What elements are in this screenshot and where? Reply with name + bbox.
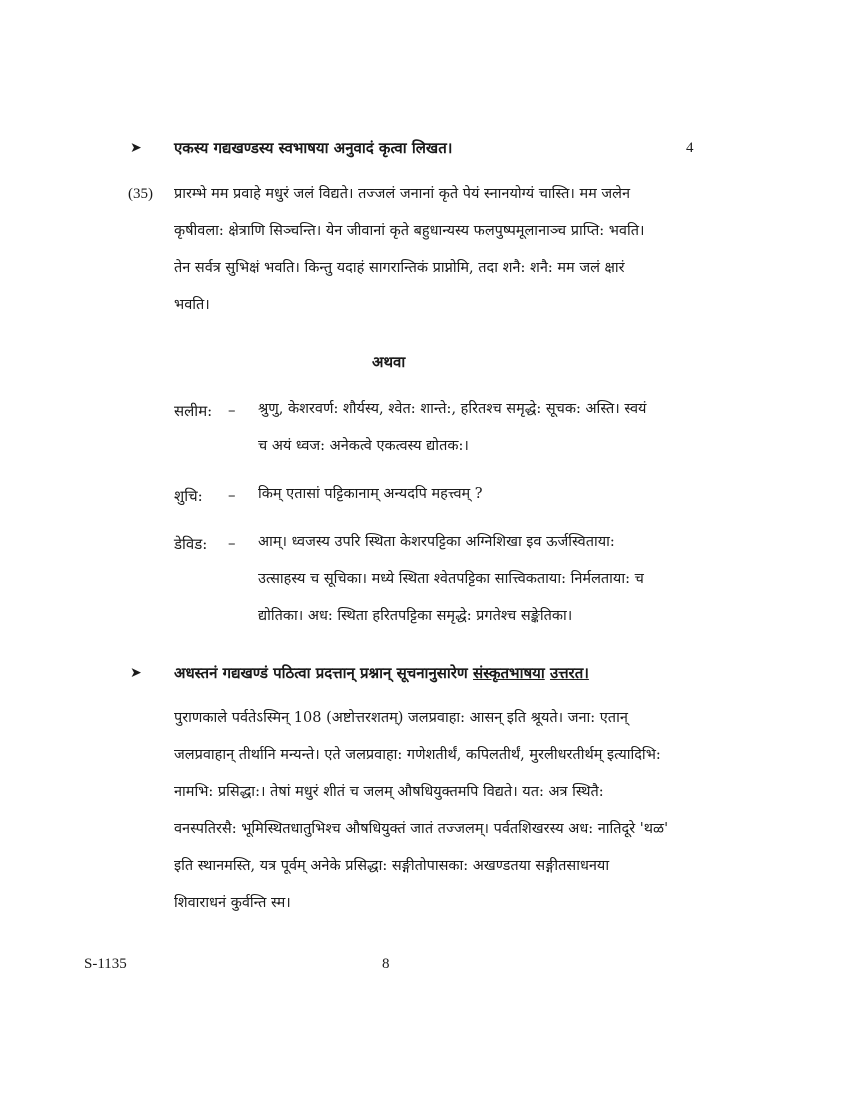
bullet-arrow-icon: ➤ <box>130 665 142 681</box>
page-number: 8 <box>382 956 390 972</box>
dialogue-line: च अयं ध्वज: अनेकत्वे एकत्वस्य द्योतक:। <box>258 438 469 454</box>
speaker-dash: – <box>228 534 236 552</box>
section-instruction <box>174 663 589 683</box>
paragraph-line: कृषीवला: क्षेत्राणि सिञ्चन्ति। येन जीवानां कृते बहुधान्यस्य फलपुष्पमूलानाञ्च प्राप्ति: भवति। <box>174 223 645 239</box>
question-paragraph <box>174 176 645 324</box>
section-instruction: एकस्य गद्यखण्डस्य स्वभाषया अनुवादं कृत्वा लिखत। <box>174 139 453 157</box>
paragraph-line: भवति। <box>174 297 210 313</box>
dialogue-line: द्योतिका। अध: स्थिता हरितपट्टिका समृद्धे: प्रगतेश्च सङ्केतिका। <box>258 608 573 624</box>
instruction-underlined: उत्तरत। <box>549 664 589 682</box>
speaker-dash: – <box>228 401 236 419</box>
speaker-name: डेविड: <box>174 535 208 553</box>
marks: 4 <box>686 140 694 156</box>
paragraph-line: तेन सर्वत्र सुभिक्षं भवति। किन्तु यदाहं सागरान्तिकं प्राप्नोमि, तदा शनै: शनै: मम जलं क्षारं <box>174 260 625 276</box>
speaker-name: शुचि: <box>174 487 203 505</box>
dialogue-text <box>258 476 483 513</box>
passage-line: शिवाराधनं कुर्वन्ति स्म। <box>174 895 291 911</box>
dialogue-line: उत्साहस्य च सूचिका। मध्ये स्थिता श्वेतपट्टिका सात्त्विकताया: निर्मलताया: च <box>258 571 644 587</box>
paragraph-line: प्रारम्भे मम प्रवाहे मधुरं जलं विद्यते। तज्जलं जनानां कृते पेयं स्नानयोग्यं चास्ति। मम जलेन <box>174 186 631 202</box>
speaker-dash: – <box>228 486 236 504</box>
passage-line: वनस्पतिरसै: भूमिस्थितधातुभिश्च औषधियुक्तं जातं तज्जलम्। पर्वतशिखरस्य अध: नातिदूरे 'थळ' <box>174 821 669 837</box>
speaker-name: सलीम: <box>174 402 213 420</box>
passage-line: नामभि: प्रसिद्धा:। तेषां मधुरं शीतं च जलम् औषधियुक्तमपि विद्यते। यत: अत्र स्थितै: <box>174 784 604 800</box>
bullet-arrow-icon: ➤ <box>130 140 142 156</box>
instruction-text: अधस्तनं गद्यखण्डं पठित्वा प्रदत्तान् प्रश्नान् सूचनानुसारेण <box>174 664 473 682</box>
passage <box>174 700 668 922</box>
passage-line: जलप्रवाहान् तीर्थानि मन्यन्ते। एते जलप्रवाहा: गणेशतीर्थं, कपिलतीर्थं, मुरलीधरतीर्थम् इत्यादिभि: <box>174 747 661 763</box>
dialogue-text <box>258 391 646 465</box>
question-number: (35) <box>128 186 153 202</box>
dialogue-line: आम्। ध्वजस्य उपरि स्थिता केशरपट्टिका अग्निशिखा इव ऊर्जस्विताया: <box>258 534 615 550</box>
paper-code: S-1135 <box>84 956 127 972</box>
dialogue-line: किम् एतासां पट्टिकानाम् अन्यदपि महत्त्वम् ? <box>258 486 483 502</box>
passage-line: इति स्थानमस्ति, यत्र पूर्वम् अनेके प्रसिद्धा: सङ्गीतोपासका: अखण्डतया सङ्गीतसाधनया <box>174 858 610 874</box>
instruction-underlined: संस्कृतभाषया <box>473 664 545 682</box>
athava-heading: अथवा <box>372 353 406 371</box>
passage-line: पुराणकाले पर्वतेऽस्मिन् 108 (अष्टोत्तरशतम्) जलप्रवाहा: आसन् इति श्रूयते। जना: एतान् <box>174 710 628 726</box>
dialogue-line: श्रुणु, केशरवर्ण: शौर्यस्य, श्वेत: शान्ते:, हरितश्च समृद्धे: सूचक: अस्ति। स्वयं <box>258 401 647 417</box>
dialogue-text <box>258 524 644 635</box>
